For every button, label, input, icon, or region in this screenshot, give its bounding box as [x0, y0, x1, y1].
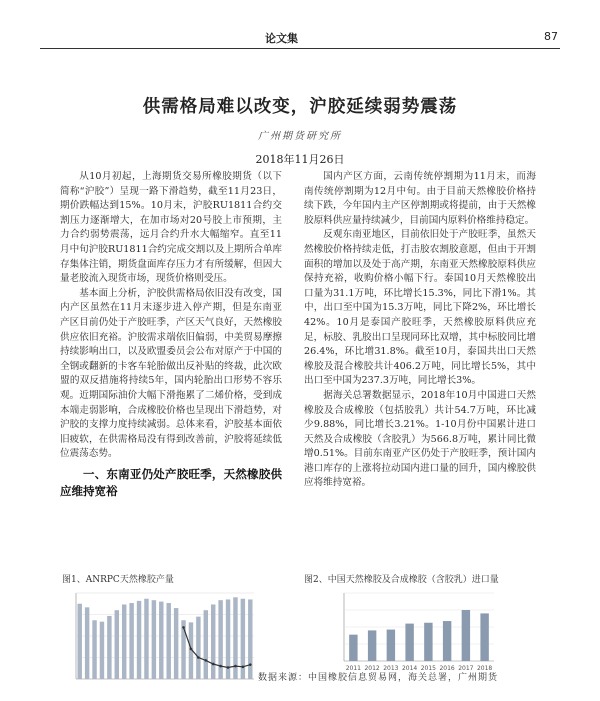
series-line: [184, 627, 251, 667]
x-tick-label: 2011: [345, 665, 362, 672]
page-header: [0, 0, 600, 50]
paragraph: 据海关总署数据显示，2018年10月中国进口天然橡胶及合成橡胶（包括胶乳）共计54.7万吨，环比减少9.88%，同比增长3.21%。1-10月份中国累计进口天然及合成橡胶（含胶乳）为566.8万吨，累计同比微增0.51%。目前东南亚产区仍处于产胶旺季，预计国内港口库存的上涨将拉动国内进口量的回升，国内橡胶供应将维持宽裕。: [304, 389, 536, 489]
bar: [107, 616, 111, 679]
bar: [443, 621, 451, 661]
bar: [137, 601, 141, 679]
paragraph: 国内产区方面，云南传统停割期为11月末，而海南传统停割期为12月中旬。由于目前天然橡胶价格持续下跌，今年国内主产区停割期或将提前，由于天然橡胶原料供应量持续减少，目前国内原料价格维持稳定。: [304, 171, 536, 226]
bar: [349, 635, 357, 661]
header-rule: [40, 48, 560, 49]
paragraph: 基本面上分析，沪胶供需格局依旧没有改变，国内产区虽然在11月末逐步进入停产期，但是东南亚产区目前仍处于产胶旺季，产区天气良好，天然橡胶供应依旧充裕。沪胶需求端依旧偏弱，中美贸易摩擦持续影响出口，以及欧盟委员会公布对原产于中国的全钢或翻新的卡客车轮胎做出反补贴的终裁，此次欧盟的双反措施将持续5年，国内轮胎出口形势不容乐观。近期国际油价大幅下滑拖累了二烯价格，受到成本端走弱影响，合成橡胶价格也呈现出下滑趋势，对沪胶的支撑力度持续减弱。总体来看，沪胶基本面依旧疲软，在供需格局没有得到改善前，沪胶将延续低位震荡态势。: [60, 287, 282, 460]
section-heading: 一、东南亚仍处产胶旺季，天然橡胶供应维持宽裕: [60, 466, 282, 498]
paragraph: 反观东南亚地区，目前依旧处于产胶旺季，虽然天然橡胶价格持续走低，打击胶农割胶意愿，但由于开割面积的增加以及处于高产期，东南亚天然橡胶原料供应保持充裕，收购价格小幅下行。泰国10月天然橡胶出口量为31.1万吨，环比增长15.3%，同比下滑1%。其中，出口至中国为15.3万吨，同比下降2%，环比增长42%。10月是泰国产胶旺季，天然橡胶原料供应充足，标胶、乳胶出口呈现同环比双增，其中标胶同比增26.4%，环比增31.8%。截至10月，泰国共出口天然橡胶及混合橡胶共计406.2万吨，同比增长5%，其中出口至中国为237.3万吨，同比增长3%。: [304, 229, 536, 387]
bar: [122, 604, 126, 679]
bar: [462, 610, 470, 661]
bar: [196, 617, 200, 679]
x-tick-label: 2014: [401, 665, 418, 672]
anrpc-production-chart: [62, 587, 262, 687]
bar: [115, 610, 119, 679]
section-label: 论文集: [265, 32, 298, 45]
import-volume-chart: [304, 587, 536, 673]
bar: [480, 613, 488, 661]
column-left: [60, 170, 282, 500]
article-date: 2018年11月26日: [255, 153, 345, 166]
figure-1: [62, 572, 262, 690]
x-tick-label: 2017: [458, 665, 474, 672]
bar: [174, 608, 178, 679]
bar: [405, 624, 413, 661]
bar: [387, 630, 395, 661]
x-tick-label: 2015: [420, 665, 437, 672]
x-tick-label: 2012: [364, 665, 380, 672]
bar: [129, 603, 133, 679]
bar: [211, 604, 215, 679]
bar: [166, 603, 170, 679]
article-author: 广州期货研究所: [258, 131, 342, 142]
bar: [152, 600, 156, 679]
article-title: 供需格局难以改变，沪胶延续弱势震荡: [142, 97, 458, 117]
bar: [77, 604, 81, 679]
x-tick-label: 2016: [439, 665, 455, 672]
bar: [204, 610, 208, 679]
x-tick-label: 2013: [383, 665, 399, 672]
column-right: [304, 170, 536, 491]
page-number: 87: [544, 30, 558, 43]
bar: [144, 599, 148, 679]
bar: [424, 623, 432, 661]
bar: [248, 599, 252, 679]
bar: [368, 630, 376, 661]
paragraph: 从10月初起，上海期货交易所橡胶期货（以下简称“沪胶”）呈现一路下滑趋势，截至11月23日，期价跌幅达到15%。10月末，沪胶RU1811合约交割压力逐渐增大，在加市场对20号胶上市预期，主力合约弱势震荡，远月合约升水大幅缩窄。直至11月中旬沪胶RU1811合约完成交割以及上期所合单库存集体注销，期货盘面库存压力才有所缓解，但因大量老胶流入现货市场，现货价格则受压。: [60, 171, 283, 285]
figure-1-caption: 图1、ANRPC天然橡胶产量: [62, 575, 174, 585]
x-tick-label: 2018: [476, 665, 493, 672]
data-source: 数据来源：中国橡胶信息贸易网，海关总署，广州期货: [258, 673, 499, 683]
bar: [159, 602, 163, 679]
bar: [85, 607, 89, 679]
bar: [100, 622, 104, 679]
bar: [92, 620, 96, 679]
figure-2-caption: 图2、中国天然橡胶及合成橡胶（含胶乳）进口量: [304, 575, 499, 585]
